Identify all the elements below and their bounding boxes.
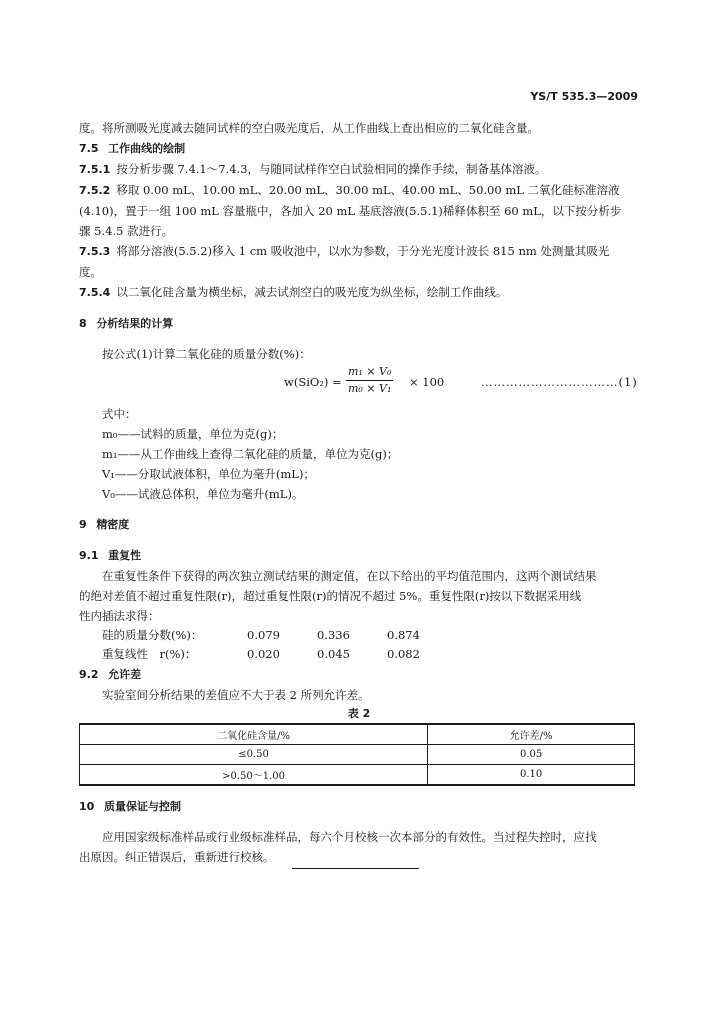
data-label: 硅的质量分数(%)： [102, 628, 203, 642]
clause-text: 移取 0.00 mL、10.00 mL、20.00 mL、30.00 mL、40.00 mL、50.00 mL 二氧化硅标准溶液 [116, 183, 620, 197]
clause-text: 以二氧化硅含量为横坐标，减去试剂空白的吸光度为纵坐标，绘制工作曲线。 [116, 285, 508, 299]
subsection-heading-9-1 [79, 545, 639, 566]
formula-intro: 按公式(1)计算二氧化硅的质量分数(%)： [102, 347, 311, 361]
clause-text: 度。 [79, 265, 102, 279]
clause-text: 按分析步骤 7.4.1～7.4.3，与随同试样作空白试验相同的操作手续，制备基体溶液。 [116, 162, 547, 176]
data-value: 0.045 [317, 647, 350, 661]
paragraph-line: 应用国家级标准样品或行业级标准样品，每六个月校核一次本部分的有效性。当过程失控时，应找 [102, 830, 597, 844]
table-header-row [80, 724, 635, 745]
table-row [80, 765, 635, 786]
section-heading-7-5 [79, 138, 639, 159]
paragraph-line: 的绝对差值不超过重复性限(r)，超过重复性限(r)的情况不超过 5%。重复性限(r)按以下数据采用线 [79, 589, 582, 603]
section-number: 9.1 [79, 549, 99, 562]
section-number: 9 [79, 518, 87, 531]
paragraph-line: 实验室间分析结果的差值应不大于表 2 所列允许差。 [102, 688, 370, 702]
clause-7-5-3 [79, 241, 639, 282]
clause-7-5-1 [79, 159, 639, 180]
subsection-heading-9-2 [79, 664, 639, 685]
clause-7-5-2 [79, 180, 639, 241]
end-rule [292, 868, 419, 869]
section-heading-9 [79, 514, 639, 535]
data-row-repeatability [79, 645, 639, 664]
section-heading-8 [79, 313, 639, 334]
tolerance-table [79, 723, 635, 786]
section-title: 重复性 [108, 549, 142, 562]
clause-text: 骤 5.4.5 款进行。 [79, 224, 174, 238]
section-number: 7.5 [79, 142, 99, 155]
table-cell: 0.10 [428, 765, 635, 786]
formula-numerator: m₁ × V₀ [346, 364, 393, 381]
table-row [80, 745, 635, 765]
data-value: 0.874 [387, 628, 420, 642]
document-body [79, 118, 639, 867]
standard-code: YS/T 535.3—2009 [530, 90, 638, 103]
section-title: 分析结果的计算 [96, 317, 174, 330]
section-number: 8 [79, 317, 87, 330]
section-number: 9.2 [79, 668, 99, 681]
where-label: 式中： [102, 407, 137, 421]
variable-definition: m₀——试料的质量，单位为克(g)； [102, 427, 284, 441]
paragraph-line: 在重复性条件下获得的两次独立测试结果的测定值，在以下给出的平均值范围内，这两个测试结果 [102, 569, 597, 583]
section-title: 允许差 [108, 668, 142, 681]
clause-number: 7.5.1 [79, 163, 111, 176]
formula-rhs: × 100 [409, 375, 445, 389]
variable-definition: V₀——试液总体积，单位为毫升(mL)。 [102, 487, 304, 501]
paragraph-line: 性内插法求得： [79, 609, 160, 623]
table-cell: >0.50～1.00 [80, 765, 428, 786]
section-title: 质量保证与控制 [103, 800, 181, 813]
data-row-mass-fraction [79, 626, 639, 645]
clause-number: 7.5.3 [79, 245, 111, 258]
clause-number: 7.5.2 [79, 184, 111, 197]
table-header-cell: 允许差/% [428, 724, 635, 745]
table-caption: 表 2 [347, 707, 371, 720]
data-value: 0.020 [247, 647, 280, 661]
formula-1 [79, 364, 639, 404]
formula-denominator: m₀ × V₁ [348, 382, 392, 395]
section-title: 精密度 [96, 518, 130, 531]
clause-text: (4.10)，置于一组 100 mL 容量瓶中，各加入 20 mL 基底溶液(5.5.1)稀释体积至 60 mL，以下按分析步 [79, 204, 622, 218]
clause-7-5-4 [79, 282, 639, 303]
data-label: 重复线性 r(%)： [102, 647, 197, 661]
data-value: 0.082 [387, 647, 420, 661]
clause-text: 将部分溶液(5.5.2)移入 1 cm 吸收池中，以水为参数，于分光光度计波长 815 nm 处测量其吸光 [116, 244, 610, 258]
table-cell: ≤0.50 [80, 745, 428, 765]
clause-number: 7.5.4 [79, 286, 111, 299]
variable-definition: V₁——分取试液体积，单位为毫升(mL)； [102, 467, 315, 481]
intro-line: 度。将所测吸光度减去随同试样的空白吸光度后，从工作曲线上查出相应的二氧化硅含量。 [79, 121, 539, 135]
variable-definition: m₁——从工作曲线上查得二氧化硅的质量，单位为克(g)； [102, 447, 399, 461]
table-cell: 0.05 [428, 745, 635, 765]
table-header-cell: 二氧化硅含量/% [80, 724, 428, 745]
formula-fraction [346, 364, 393, 397]
data-value: 0.336 [317, 628, 350, 642]
section-number: 10 [79, 800, 95, 813]
data-value: 0.079 [247, 628, 280, 642]
formula-lhs: w(SiO₂) = [284, 375, 342, 389]
section-heading-10 [79, 796, 639, 817]
formula-equation-number: ……………………………(1) [481, 375, 638, 389]
paragraph-line: 出原因。纠正错误后，重新进行校核。 [79, 850, 275, 864]
section-title: 工作曲线的绘制 [108, 142, 186, 155]
